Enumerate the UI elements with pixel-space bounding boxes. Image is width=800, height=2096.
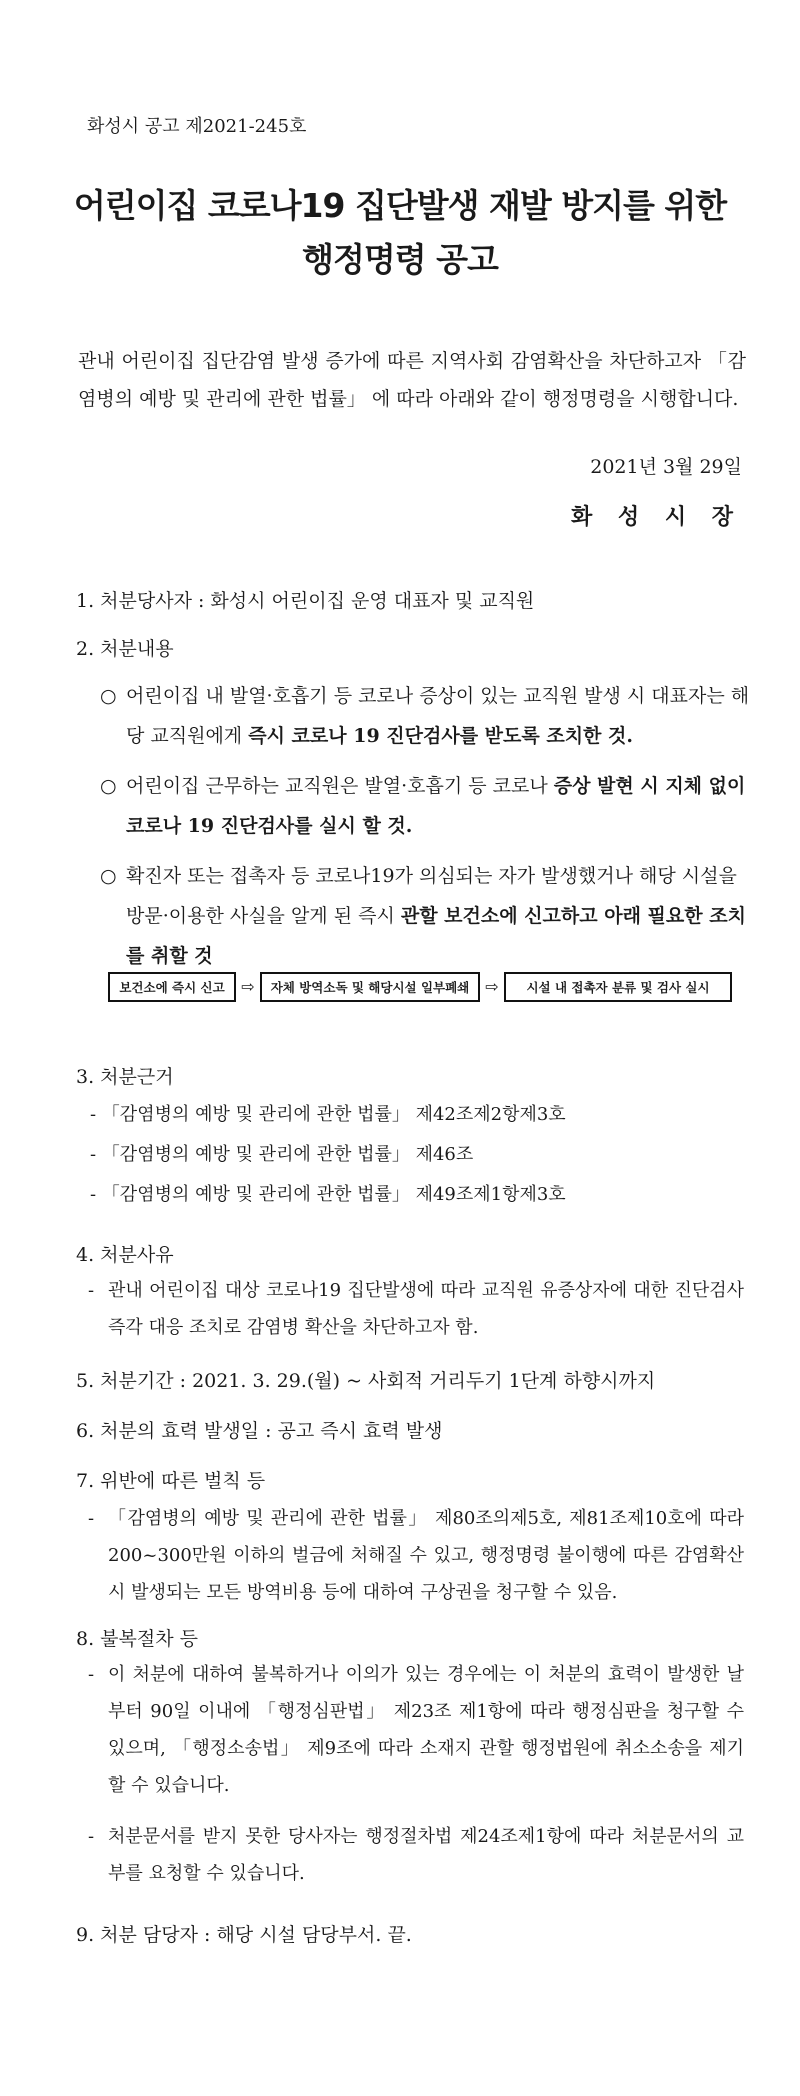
circle-bullet-icon: ○ <box>100 865 117 887</box>
section-2-heading: 2. 처분내용 <box>76 638 174 660</box>
section-5-period: 5. 처분기간 : 2021. 3. 29.(월) ~ 사회적 거리두기 1단계 하향시까지 <box>76 1370 656 1392</box>
signer: 화 성 시 장 <box>571 504 742 530</box>
legal-basis-item: - 「감염병의 예방 및 관리에 관한 법률」 제46조 <box>90 1144 474 1165</box>
content-item-text: 어린이집 근무하는 교직원은 발열·호흡기 등 코로나 증상 발현 시 지체 없이 코로나 19 진단검사를 실시 할 것. <box>126 775 746 837</box>
penalty-paragraph: - 「감염병의 예방 및 관리에 관한 법률」 제80조의제5호, 제81조제10호에 따라 200~300만원 이하의 벌금에 처해질 수 있고, 행정명령 불이행에 따른 감염확산 시 발생되는 모든 방역비용 등에 대하여 구상권을 청구할 수 있음. <box>88 1508 744 1603</box>
arrow-right-icon: ⇨ <box>485 977 499 996</box>
title-line-1: 어린이집 코로나19 집단발생 재발 방지를 위한 <box>73 186 727 225</box>
section-8-heading: 8. 불복절차 등 <box>76 1628 198 1650</box>
circle-bullet-icon: ○ <box>100 685 117 707</box>
arrow-right-icon: ⇨ <box>241 977 255 996</box>
appeal-paragraph-1: - 이 처분에 대하여 불복하거나 이의가 있는 경우에는 이 처분의 효력이 발생한 날부터 90일 이내에 「행정심판법」 제23조 제1항에 따라 행정심판을 청구할 수 있으며, 「행정소송법」 제9조에 따라 소재지 관할 행정법원에 취소소송을 제기할 수 있습니다. <box>88 1664 744 1796</box>
intro-paragraph: 관내 어린이집 집단감염 발생 증가에 따른 지역사회 감염확산을 차단하고자 「감염병의 예방 및 관리에 관한 법률」 에 따라 아래와 같이 행정명령을 시행합니다. <box>78 350 746 410</box>
content-item-text: 확진자 또는 접촉자 등 코로나19가 의심되는 자가 발생했거나 해당 시설을 방문·이용한 사실을 알게 된 즉시 관할 보건소에 신고하고 아래 필요한 조치를 취할 것 <box>126 865 746 967</box>
appeal-paragraph-2: - 처분문서를 받지 못한 당사자는 행정절차법 제24조제1항에 따라 처분문서의 교부를 요청할 수 있습니다. <box>88 1826 744 1884</box>
circle-bullet-icon: ○ <box>100 775 117 797</box>
section-1-subject: 1. 처분당사자 : 화성시 어린이집 운영 대표자 및 교직원 <box>76 590 535 612</box>
legal-basis-item: - 「감염병의 예방 및 관리에 관한 법률」 제42조제2항제3호 <box>90 1104 566 1125</box>
content-item-3 <box>100 856 760 976</box>
notice-number: 화성시 공고 제2021-245호 <box>87 116 307 137</box>
flow-step-disinfect: 자체 방역소독 및 해당시설 일부폐쇄 <box>260 972 480 1002</box>
section-3-heading: 3. 처분근거 <box>76 1066 174 1088</box>
section-7-heading: 7. 위반에 따른 벌칙 등 <box>76 1470 266 1492</box>
notice-date: 2021년 3월 29일 <box>590 456 742 478</box>
response-flow <box>108 972 732 1006</box>
section-4-heading: 4. 처분사유 <box>76 1244 174 1266</box>
section-6-effective-date: 6. 처분의 효력 발생일 : 공고 즉시 효력 발생 <box>76 1420 443 1442</box>
reason-paragraph: - 관내 어린이집 대상 코로나19 집단발생에 따라 교직원 유증상자에 대한 진단검사 즉각 대응 조치로 감염병 확산을 차단하고자 함. <box>88 1280 744 1338</box>
flow-step-report: 보건소에 즉시 신고 <box>108 972 236 1002</box>
title-line-2: 행정명령 공고 <box>302 240 498 279</box>
content-item-text: 어린이집 내 발열·호흡기 등 코로나 증상이 있는 교직원 발생 시 대표자는 해당 교직원에게 즉시 코로나 19 진단검사를 받도록 조치한 것. <box>126 685 750 747</box>
legal-basis-item: - 「감염병의 예방 및 관리에 관한 법률」 제49조제1항제3호 <box>90 1184 566 1205</box>
flow-step-classify: 시설 내 접촉자 분류 및 검사 실시 <box>504 972 732 1002</box>
content-item-2 <box>100 766 760 846</box>
content-item-1 <box>100 676 760 756</box>
section-9-contact: 9. 처분 담당자 : 해당 시설 담당부서. 끝. <box>76 1924 412 1946</box>
